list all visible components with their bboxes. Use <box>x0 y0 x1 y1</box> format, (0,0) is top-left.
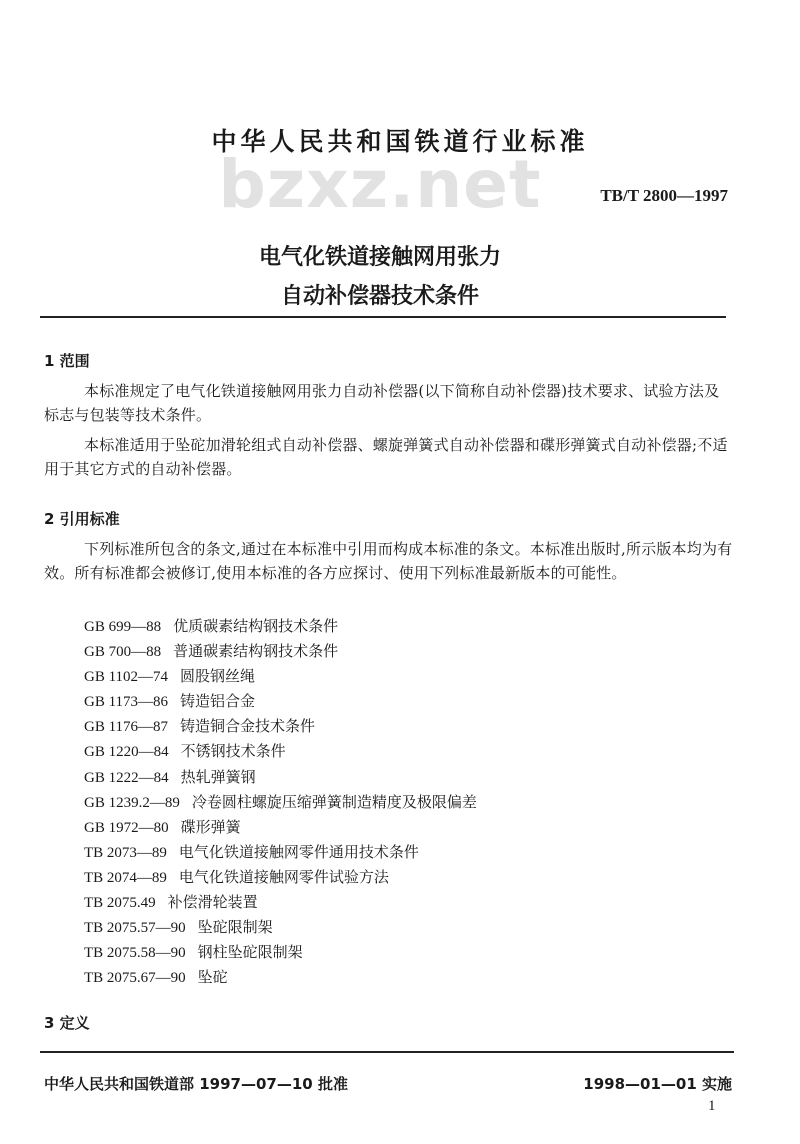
reference-title: 冷卷圆柱螺旋压缩弹簧制造精度及极限偏差 <box>191 792 477 811</box>
approval-line: 中华人民共和国铁道部 1997—07—10 批准 <box>44 1075 348 1093</box>
reference-code: TB 2074—89 <box>84 869 167 886</box>
section-3-heading: 3 定义 <box>44 1014 90 1032</box>
reference-item <box>84 865 477 890</box>
reference-code: TB 2075.57—90 <box>84 920 186 937</box>
reference-code: GB 1176—87 <box>84 719 169 736</box>
reference-title: 普通碳素结构钢技术条件 <box>173 642 339 661</box>
reference-title: 钢柱坠砣限制架 <box>197 943 303 962</box>
reference-item <box>84 815 477 840</box>
reference-title: 热轧弹簧钢 <box>180 767 256 786</box>
document-title-line2: 自动补偿器技术条件 <box>280 284 479 309</box>
reference-item <box>84 840 477 865</box>
section-1-heading: 1 范围 <box>44 352 90 370</box>
page-number: 1 <box>708 1098 716 1114</box>
reference-item <box>84 714 477 739</box>
reference-title: 圆股钢丝绳 <box>180 667 256 686</box>
reference-item <box>84 965 477 990</box>
reference-title: 补偿滑轮装置 <box>167 893 258 912</box>
reference-title: 碟形弹簧 <box>180 817 241 836</box>
reference-item <box>84 915 477 940</box>
reference-code: GB 1222—84 <box>84 769 169 786</box>
reference-code: TB 2075.58—90 <box>84 945 186 962</box>
reference-item <box>84 689 477 714</box>
reference-code: GB 1239.2—89 <box>84 794 180 811</box>
section-2-paragraph-1: 下列标准所包含的条文,通过在本标准中引用而构成本标准的条文。本标准出版时,所示版本均为有效。所有标准都会被修订,使用本标准的各方应探讨、使用下列标准最新版本的可能性。 <box>44 540 733 582</box>
section-2-heading: 2 引用标准 <box>44 510 120 528</box>
reference-title: 电气化铁道接触网零件通用技术条件 <box>178 842 419 861</box>
reference-code: GB 1220—84 <box>84 744 169 761</box>
reference-item <box>84 614 477 639</box>
implementation-date: 1998—01—01 实施 <box>583 1075 732 1093</box>
reference-code: TB 2073—89 <box>84 844 167 861</box>
reference-item <box>84 664 477 689</box>
reference-code: GB 1102—74 <box>84 669 169 686</box>
reference-title: 不锈钢技术条件 <box>180 742 286 761</box>
reference-title: 铸造铜合金技术条件 <box>180 717 316 736</box>
reference-code: GB 1972—80 <box>84 819 169 836</box>
reference-title: 铸造铝合金 <box>180 692 256 711</box>
reference-title: 优质碳素结构钢技术条件 <box>173 617 339 635</box>
reference-item <box>84 739 477 764</box>
document-title-line1: 电气化铁道接触网用张力 <box>258 245 501 270</box>
reference-item <box>84 765 477 790</box>
reference-item <box>84 940 477 965</box>
reference-code: GB 1173—86 <box>84 694 169 711</box>
title-rule <box>40 316 726 318</box>
section-1-paragraph-2: 本标准适用于坠砣加滑轮组式自动补偿器、螺旋弹簧式自动补偿器和碟形弹簧式自动补偿器;不适用于其它方式的自动补偿器。 <box>44 436 728 478</box>
reference-code: TB 2075.67—90 <box>84 970 186 987</box>
footer-rule <box>40 1051 734 1053</box>
reference-code: TB 2075.49 <box>84 895 156 912</box>
reference-list <box>84 614 477 990</box>
section-1-paragraph-1: 本标准规定了电气化铁道接触网用张力自动补偿器(以下简称自动补偿器)技术要求、试验方法及标志与包装等技术条件。 <box>44 382 720 424</box>
header-title: 中华人民共和国铁道行业标准 <box>211 127 589 156</box>
reference-item <box>84 790 477 815</box>
reference-title: 电气化铁道接触网零件试验方法 <box>178 867 389 886</box>
watermark: bzxz.net <box>218 146 542 223</box>
reference-code: GB 700—88 <box>84 644 162 661</box>
reference-title: 坠砣 <box>197 968 228 987</box>
reference-title: 坠砣限制架 <box>197 918 273 937</box>
reference-item <box>84 890 477 915</box>
reference-item <box>84 639 477 664</box>
standard-number: TB/T 2800—1997 <box>600 186 728 205</box>
reference-code: GB 699—88 <box>84 619 162 635</box>
